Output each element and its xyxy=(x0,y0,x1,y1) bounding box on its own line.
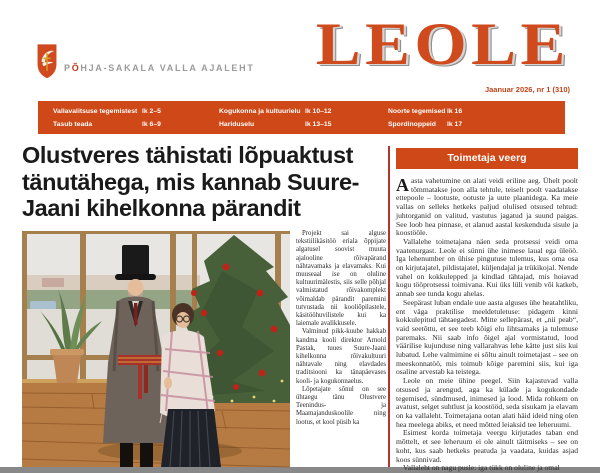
article-paragraph: Projekt sai alguse tekstiilikäsitöö eriala õppijate algatusel soovist muuta ajalooline rõivapärand nähtavamaks ja elavamaks. Kui muuseaal ise on oluline kultuurimälestis, siis selle põhjal valmistatud rõivakomplekt võimaldab pärandit paremini tutvustada nii kooliõpilastele, käsitööhuvilistele kui ka laiemale avalikkusele. xyxy=(296,230,386,328)
lead-article-text xyxy=(296,230,386,467)
index-label: Vallavalitsuse tegemistest xyxy=(53,107,138,115)
editor-paragraph: Esimest korda toimetaja veergu kirjutades taban end mõttelt, et see leheruum ei ole ainult täitmiseks – see on koht, kus saab hetkeks peatuda ja vaadata, kuidas asjad koos sünnivad. xyxy=(396,428,578,464)
index-label: Kogukonna ja kultuurielu xyxy=(219,107,301,115)
article-photo xyxy=(22,231,290,467)
index-label: Spordinoppeid xyxy=(388,120,436,128)
index-pages: lk 2–5 xyxy=(142,107,161,115)
editor-column xyxy=(396,148,578,473)
index-pages: lk 6–9 xyxy=(142,120,161,128)
index-label: Hariduselu xyxy=(219,120,255,128)
contents-index-bar xyxy=(38,101,565,134)
index-label: Noorte tegemised xyxy=(388,107,446,115)
index-label: Tasub teada xyxy=(53,120,93,128)
editor-column-body xyxy=(396,177,578,473)
editor-paragraph: Vallaleht on nagu pusle: iga tükk on oluline ja omal xyxy=(403,463,560,473)
lead-headline: Olustveres tähistati lõpuaktust tänutähega, mis kannab Suure-Jaani kihelkonna pärandit xyxy=(22,142,360,221)
issue-date-number: Jaanuar 2026, nr 1 (310) xyxy=(484,85,570,94)
drop-cap: A xyxy=(396,175,409,195)
index-pages: lk 17 xyxy=(447,120,463,128)
newspaper-title: LEOLE xyxy=(316,11,570,77)
editor-paragraph: Vallalehe toimetajana näen seda protsessi veidi oma vaatenurgast. Leole ei sünni ühe inimese laual ega üleöö. Iga lehenumber on ühise pingutuse tulemus, kus oma osa on kirjutajatel, pildistajatel, küljendajal ja trükikojal. Nende vahel on kokkulepped ja kindlad tähtajad, mis hoiavad kogu tööprotsessi toimivana. Kui üks lüli venib või katkeb, annab see tunda kogu ahelas. xyxy=(396,236,578,299)
article-paragraph: Lõpetajate sõnul on see ühtaegu tänu Olustvere Teenindus- ja Maamajanduskoolile ning lootus, et kool püsib ka xyxy=(296,385,386,426)
editor-column-title: Toimetaja veerg xyxy=(396,148,578,169)
index-pages: lk 10–12 xyxy=(305,107,332,115)
column-divider xyxy=(388,146,390,467)
index-pages: lk 16 xyxy=(447,107,463,115)
tagline-sword-glyph: Õ xyxy=(71,63,81,73)
editor-paragraph: Aasta vahetumine on alati veidi eriline aeg. Ühelt poolt tõmmatakse joon alla tehtule, teiselt poolt vaadatakse ettepoole – lootuste, ootuste ja uute plaanidega. Ka meie vallas on selleks hetkeks paljud olulised otsused tehtud: juhtorganid on valitud, vastutus jagatud ja suund paigas. See loob hea pinnase, et alanud aastal keskenduda sisule ja koostööle. xyxy=(396,175,578,238)
editor-paragraph: Seepärast luban endale uue aasta alguses ühe heatahtliku, ent väga praktilise meeldetuletuse: pidagem kinni kokkulepitud tähtaegadest. Mitte sellepärast, et „nii peab“, vaid seetõttu, et see teeb kõigi elu lihtsamaks ja tulemuse paremaks. Nii saab info õigel ajal vormistatud, lood väärilise kujunduse ning vallarahvas lehe kätte just siis kui lubatud. Lehe valmimine ei sõltu ainult toimetajast – see on meeskonnatöö, mis toimub kõige paremini siis, kui iga osaline arvestab ka teistega. xyxy=(396,297,578,377)
index-pages: lk 13–15 xyxy=(305,120,332,128)
newspaper-tagline: PÕHJA-SAKALA VALLA AJALEHT xyxy=(64,63,255,73)
municipality-coat-of-arms-icon xyxy=(36,43,58,79)
article-paragraph: Valminud pikk-kuube hakkab kandma kooli direktor Arnold Pastak, tuues Suure-Jaani kihelkonna rõivakultuuri nähtavale ning elavdades traditsiooni ka tänapäevases kooli- ja kogukonnaelus. xyxy=(296,328,386,385)
editor-paragraph: Leole on meie ühine peegel. Siin kajastuvad valla otsused ja arengud, aga ka külade ja kogukondade tegemised, sündmused, inimesed ja lood. Mida rohkem on avatust, selget suhtlust ja koostööd, seda sisukam ja elavam on ka vallaleht. Toimetajana ootan alati häid ideid ning olen hea meelega abiks, et need mõtted leiaksid tee leheruumi. xyxy=(396,376,578,429)
